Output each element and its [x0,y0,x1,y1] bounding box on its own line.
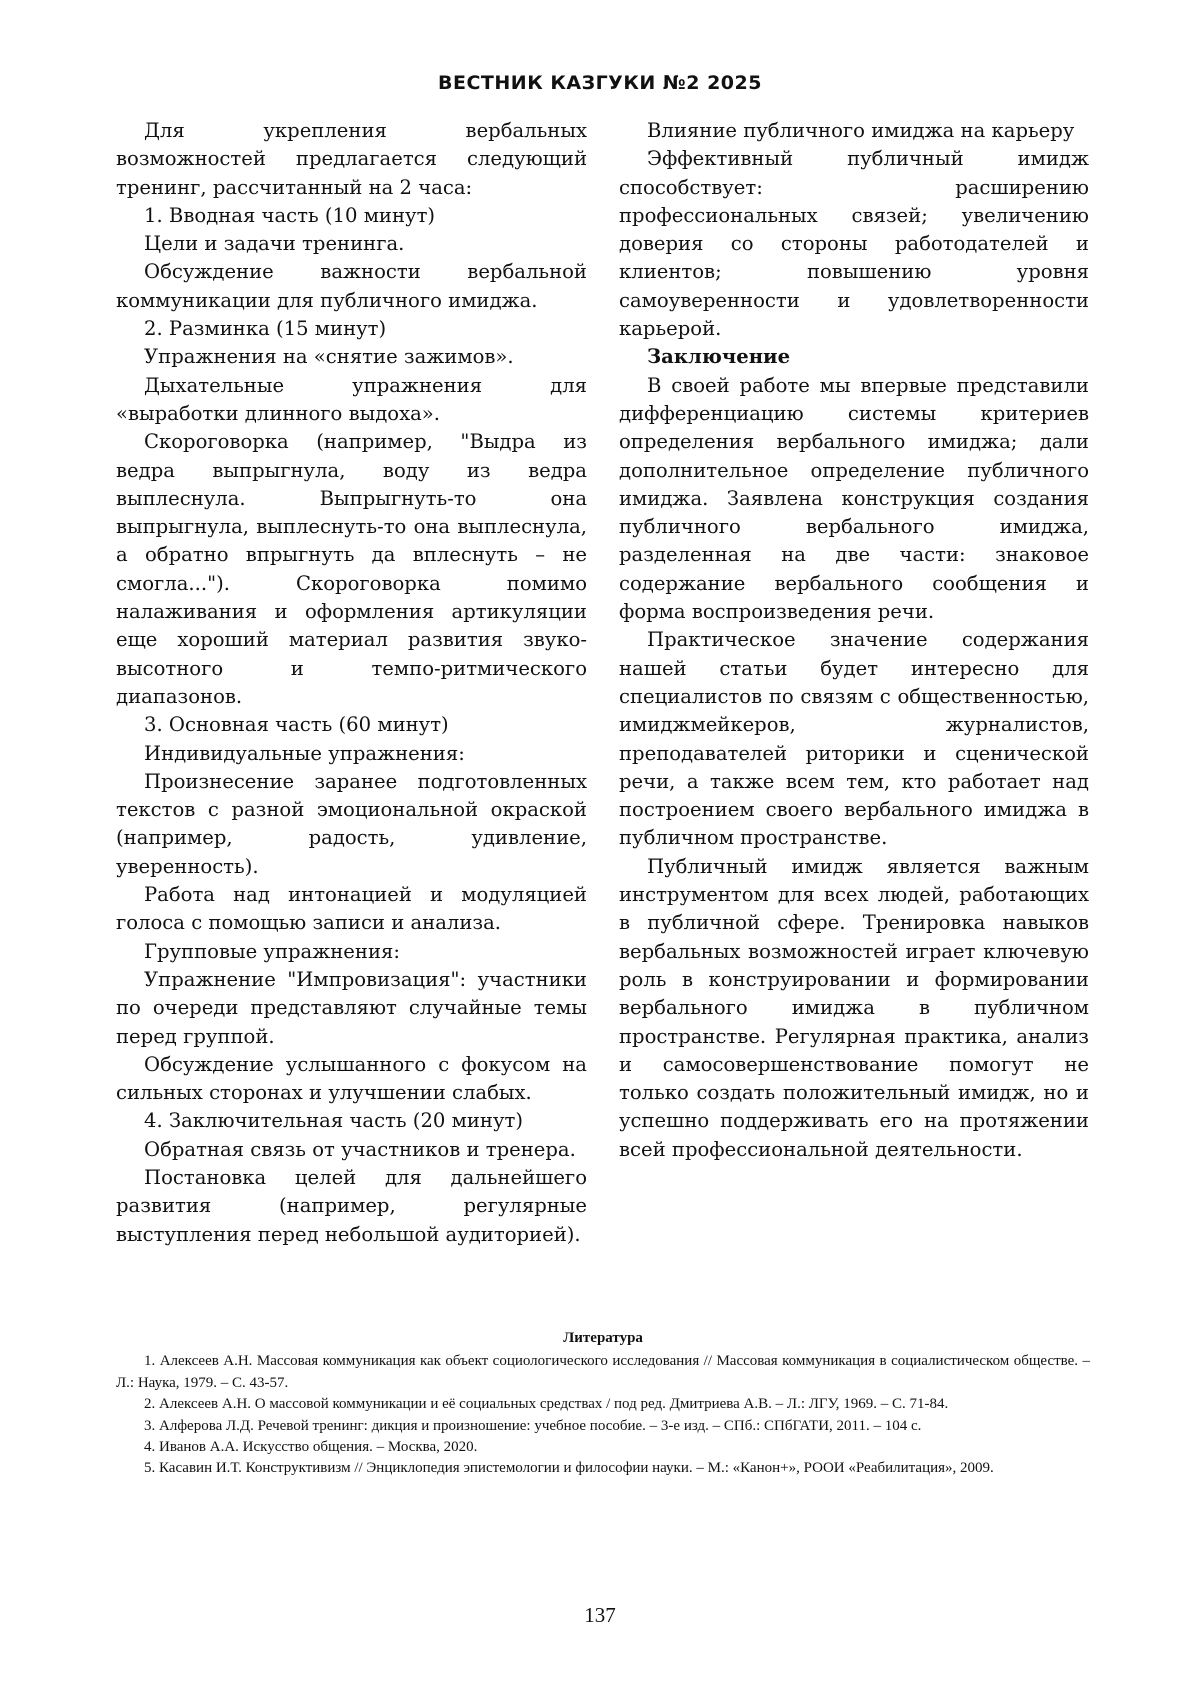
body-paragraph: Обсуждение услышанного с фокусом на сильных сторонах и улучшении слабых. [116,1052,587,1105]
body-paragraph: Работа над интонацией и модуляцией голоса с помощью записи и анализа. [116,883,587,935]
references-heading: Литература [563,1330,643,1346]
body-paragraph: Влияние публичного имиджа на карьеру [647,119,1075,142]
reference-item: 3. Алферова Л.Д. Речевой тренинг: дикция и произношение: учебное пособие. – 3-е изд. – СПб.: СПбГАТИ, 2011. – 104 с. [144,1417,922,1434]
body-paragraph: Постановка целей для дальнейшего развития (например, регулярные выступления перед небольшой аудиторией). [116,1165,587,1246]
body-paragraph: Практическое значение содержания нашей статьи будет интересно для специалистов по связям с общественностью, имиджмейкеров, журналистов, преподавателей риторики и сценической речи, а также всем тем, кто работает над построением своего вербального имиджа в публичном пространстве. [619,628,1089,850]
body-paragraph: В своей работе мы впервые представили дифференциацию системы критериев определения вербального имиджа; дали дополнительное определение публичного имиджа. Заявлена конструкция создания публичного вербального имиджа, разделенная на две части: знаковое содержание вербального сообщения и форма воспроизведения речи. [619,373,1089,624]
body-paragraph: Упражнение "Импровизация": участники по очереди представляют случайные темы перед группой. [116,967,587,1048]
body-paragraph: Обратная связь от участников и тренера. [144,1137,576,1161]
section-heading-conclusion: Заключение [647,345,791,369]
left-column [116,117,587,1249]
body-paragraph: Скороговорка (например, "Выдра из ведра выпрыгнула, воду из ведра выплеснула. Выпрыгнуть-то она выпрыгнула, выплеснуть-то она выплеснула, а обратно впрыгнуть да вплеснуть – не смогла..."). Скороговорка помимо налаживания и оформления артикуляции еще хороший материал развития звуко-высотного и темпо-ритмического диапазонов. [116,430,587,708]
body-paragraph: 4. Заключительная часть (20 минут) [144,1109,523,1133]
body-paragraph: Индивидуальные упражнения: [144,741,465,765]
reference-item: 1. Алексеев А.Н. Массовая коммуникация как объект социологического исследования // Массовая коммуникация в социалистическом обществе. – Л.: Наука, 1979. – С. 43-57. [116,1353,1090,1391]
body-paragraph: 2. Разминка (15 минут) [144,317,387,341]
body-paragraph: Дыхательные упражнения для «выработки длинного выдоха». [116,373,587,425]
body-paragraph: Публичный имидж является важным инструментом для всех людей, работающих в публичной сфере. Тренировка навыков вербальных возможностей играет ключевую роль в конструировании и формировании вербального имиджа в публичном пространстве. Регулярная практика, анализ и самосовершенствование помогут не только создать положительный имидж, но и успешно поддерживать его на протяжении всей профессиональной деятельности. [619,854,1089,1161]
references-section [116,1328,1090,1480]
body-paragraph: Эффективный публичный имидж способствует: расширению профессиональных связей; увеличению доверия со стороны работодателей и клиентов; повышению уровня самоуверенности и удовлетворенности карьерой. [619,147,1089,341]
reference-item: 4. Иванов А.А. Искусство общения. – Москва, 2020. [144,1439,478,1456]
body-paragraph: Групповые упражнения: [144,939,400,963]
right-column [619,117,1089,1164]
body-paragraph: 1. Вводная часть (10 минут) [144,203,436,227]
body-paragraph: Для укрепления вербальных возможностей предлагается следующий тренинг, рассчитанный на 2 часа: [116,119,587,199]
reference-item: 2. Алексеев А.Н. О массовой коммуникации и её социальных средствах / под ред. Дмитриева А.В. – Л.: ЛГУ, 1969. – С. 71-84. [144,1396,949,1413]
references-list [116,1351,1090,1479]
body-paragraph: Обсуждение важности вербальной коммуникации для публичного имиджа. [116,260,587,312]
body-paragraph: Произнесение заранее подготовленных текстов с разной эмоциональной окраской (например, радость, удивление, уверенность). [116,769,587,878]
page-number: 137 [584,1603,616,1627]
journal-header: ВЕСТНИК КАЗГУКИ №2 2025 [438,72,762,94]
body-paragraph: Цели и задачи тренинга. [144,232,405,256]
reference-item: 5. Касавин И.Т. Конструктивизм // Энциклопедия эпистемологии и философии науки. – М.: «Канон+», РООИ «Реабилитация», 2009. [144,1460,994,1477]
body-paragraph: Упражнения на «снятие зажимов». [144,345,514,369]
body-paragraph: 3. Основная часть (60 минут) [144,713,449,737]
